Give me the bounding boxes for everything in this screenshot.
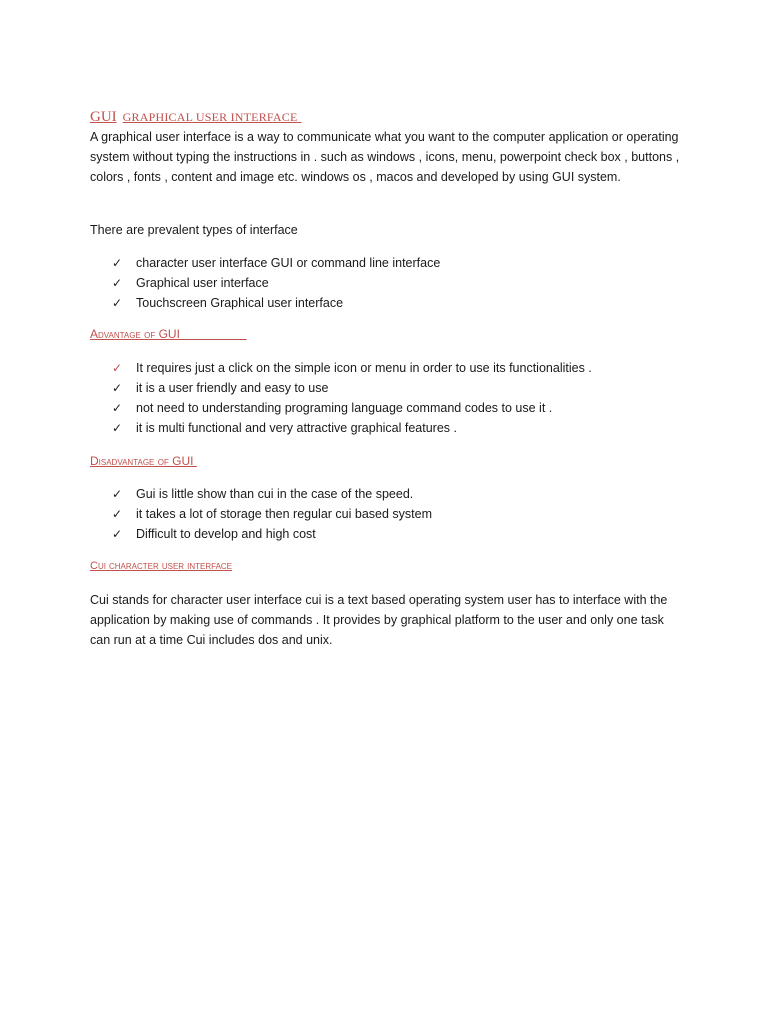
list-item-text: it is a user friendly and easy to use <box>136 381 329 395</box>
checkmark-icon: ✓ <box>112 487 123 501</box>
list-item-text: it takes a lot of storage then regular cui based system <box>136 507 432 521</box>
list-item <box>112 293 440 313</box>
intro-paragraph: A graphical user interface is a way to communicate what you want to the computer application or operating system without typing the instructions in . such as windows , icons, menu, powerpoint check box , buttons , colors , fonts , content and image etc. windows os , macos and developed by using GUI system. <box>90 130 680 184</box>
list-item-text: it is multi functional and very attractive graphical features . <box>136 421 457 435</box>
list-item-text: Touchscreen Graphical user interface <box>136 296 344 310</box>
list-item-text: Graphical user interface <box>136 276 269 290</box>
list-item-text: Difficult to develop and high cost <box>136 527 316 541</box>
checkmark-icon: ✓ <box>112 381 123 395</box>
checkmark-icon: ✓ <box>112 421 123 435</box>
types-list <box>112 253 440 313</box>
cui-paragraph: Cui stands for character user interface cui is a text based operating system user has to interface with the application by making use of commands . It provides by graphical platform to the user and only one task can run at a time Cui includes dos and unix. <box>90 593 668 647</box>
document-title <box>90 108 301 126</box>
list-item-text: It requires just a click on the simple icon or menu in order to use its functionalities . <box>136 361 592 375</box>
cui-heading: Cui character user interface <box>90 560 233 572</box>
list-item <box>112 253 440 273</box>
list-item <box>112 273 440 293</box>
title-full: GRAPHICAL USER INTERFACE <box>122 110 298 124</box>
list-item <box>112 484 432 504</box>
checkmark-icon: ✓ <box>112 296 123 310</box>
advantage-heading: Advantage of GUI <box>90 327 180 341</box>
checkmark-icon: ✓ <box>112 507 123 521</box>
list-item <box>112 378 592 398</box>
list-item <box>112 504 432 524</box>
disadvantage-list <box>112 484 432 544</box>
list-item <box>112 398 592 418</box>
checkmark-icon: ✓ <box>112 527 123 541</box>
disadvantage-heading: Disadvantage of GUI <box>90 454 194 468</box>
checkmark-icon: ✓ <box>112 256 123 270</box>
checkmark-icon: ✓ <box>112 276 123 290</box>
list-item <box>112 524 432 544</box>
list-item <box>112 358 592 378</box>
checkmark-icon: ✓ <box>112 401 123 415</box>
list-item-text: character user interface GUI or command line interface <box>136 256 441 270</box>
types-intro: There are prevalent types of interface <box>90 223 298 237</box>
list-item <box>112 418 592 438</box>
list-item-text: Gui is little show than cui in the case of the speed. <box>136 487 414 501</box>
title-abbreviation: GUI <box>90 109 117 125</box>
list-item-text: not need to understanding programing language command codes to use it . <box>136 401 553 415</box>
checkmark-icon: ✓ <box>112 361 123 375</box>
advantage-list <box>112 358 592 438</box>
